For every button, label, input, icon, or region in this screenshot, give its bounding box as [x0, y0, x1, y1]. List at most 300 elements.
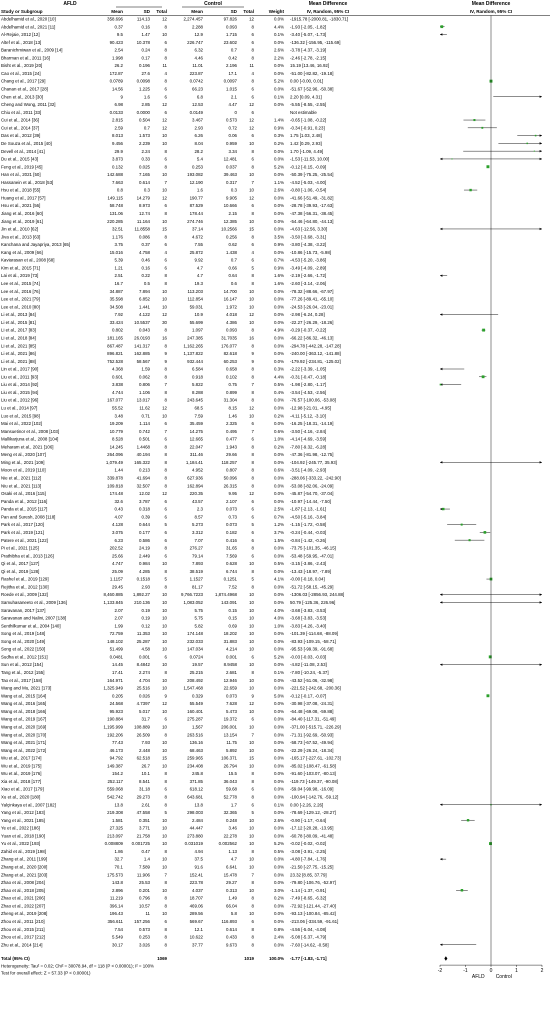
study-name: Jiang et al., 2019 [61]: [1, 218, 43, 224]
md-ci: -53.08 [-82.06, -24.09]: [290, 483, 334, 489]
mean-control: 43.57: [192, 498, 203, 504]
total-afld: 8: [164, 880, 167, 886]
study-name: Luo et al., 2015 [98]: [1, 413, 40, 419]
mean-control: 9,766.7223: [181, 592, 203, 598]
study-name: Liu et al., 2011 [93]: [1, 374, 39, 380]
sd-afld: 25.516: [136, 685, 150, 691]
sd-afld: 40.194: [136, 452, 150, 458]
total-control: 8: [251, 459, 254, 465]
total-control: 9: [251, 358, 254, 364]
mean-control: 174.148: [187, 631, 203, 637]
mean-afld: 24.568: [109, 701, 123, 707]
sd-afld: 0.796: [139, 895, 150, 901]
mean-control: 627.936: [187, 475, 203, 481]
mean-control: 28.2: [194, 148, 203, 154]
total-afld: 10: [162, 646, 167, 652]
weight: 0.0%: [273, 911, 284, 917]
weight: 4.9%: [273, 327, 284, 333]
weight: 1.1%: [273, 179, 284, 185]
total-afld: 8: [164, 459, 167, 465]
sd-control: 0.573: [226, 117, 237, 123]
effect-square: [482, 329, 485, 332]
study-name: Chiu et al., 2011 [33]: [1, 109, 42, 115]
study-name: Li et al., 2021 [88]: [1, 358, 36, 364]
effect-square: [489, 842, 492, 845]
total-afld: 10: [162, 187, 167, 193]
md-ci: -2.19 [-2.66, -1.72]: [290, 273, 327, 279]
mean-afld: 34.508: [109, 304, 123, 310]
md-ci: -83.93 [-109.15, -58.71]: [290, 638, 336, 644]
sd-afld: 0.24: [141, 47, 150, 53]
mean-control: 152.41: [189, 872, 203, 878]
sd-afld: 0.504: [139, 117, 150, 123]
study-row: [1, 281, 326, 286]
ci-arrow-left: [440, 601, 442, 603]
mean-afld: 1.44: [114, 467, 123, 473]
study-row: [1, 24, 326, 29]
ci-arrow-left: [440, 803, 442, 805]
sd-afld: 0.001725: [131, 841, 150, 847]
study-row: [1, 164, 326, 169]
total-afld: 12: [162, 701, 167, 707]
mean-afld: 9: [120, 94, 123, 100]
mean-control: 263.516: [187, 732, 203, 738]
mean-control: 10.622: [189, 934, 203, 940]
study-name: Lee et al., 2016 [76]: [1, 288, 40, 294]
sd-afld: 0.1518: [136, 576, 150, 582]
total-afld: 12: [162, 491, 167, 497]
study-name: Kim et al., 2015 [71]: [1, 265, 41, 271]
mean-afld: 29.45: [112, 584, 123, 590]
mean-control: 55.699: [189, 319, 203, 325]
total-control: 6: [251, 537, 254, 543]
total-control: 8: [251, 281, 254, 287]
study-name: Moon et al., 2019 [110]: [1, 467, 46, 473]
mean-control: 6.32: [194, 47, 203, 53]
md-ci: -71.31 [-92.69, -50.93]: [290, 732, 334, 738]
ci-arrow-right: [540, 134, 542, 136]
sd-afld: 0.001: [139, 654, 150, 660]
mean-control: 274.746: [187, 218, 203, 224]
md-ci: -100.94 [-142.76, -59.12]: [290, 794, 339, 800]
mean-control: 226.747: [187, 39, 203, 45]
mean-control: 81.17: [192, 584, 203, 590]
mean-control: 5.75: [194, 615, 203, 621]
sd-control: 1.438: [226, 249, 237, 255]
weight: 0.0%: [273, 218, 284, 224]
total-control: 8: [251, 374, 254, 380]
total-control: 7: [251, 732, 254, 738]
sd-afld: 2.61: [141, 802, 150, 808]
header-md: Mean Difference: [308, 1, 348, 7]
weight: 0.0%: [273, 732, 284, 738]
weight: 0.0%: [273, 825, 284, 831]
weight: 0.0%: [273, 584, 284, 590]
study-row: [1, 157, 329, 162]
study-row: [1, 787, 333, 792]
mean-afld: 7.92: [114, 312, 123, 318]
mean-afld: 5.549: [112, 934, 123, 940]
effect-square: [440, 384, 442, 386]
sd-control: 3.46: [228, 825, 237, 831]
total-afld: 7: [164, 428, 167, 434]
study-name: Nie et al., 2021 [112]: [1, 475, 42, 481]
mean-control: 147.034: [187, 646, 203, 652]
md-ci: -51.72 [-58.15, -45.29]: [290, 584, 334, 590]
total-afld: 6: [164, 257, 167, 263]
md-ci: -95.53 [-99.39, -91.68]: [290, 646, 334, 652]
mean-afld: 16.7: [114, 281, 123, 287]
sd-afld: 6.852: [139, 296, 150, 302]
mean-afld: 154.2: [112, 771, 123, 777]
sd-control: 9.673: [226, 942, 237, 948]
sd-control: 0.037: [226, 164, 237, 170]
study-row: [1, 55, 326, 60]
sd-control: 0.73: [228, 514, 237, 520]
study-row: [1, 110, 317, 115]
sd-control: 0.256: [226, 234, 237, 240]
mean-afld: 29.9: [114, 148, 123, 154]
mean-control: 5.75: [194, 607, 203, 613]
total-control: 8: [251, 880, 254, 886]
md-ci: -0.12 [-0.15, -0.09]: [290, 164, 327, 170]
weight: 0.0%: [273, 421, 284, 427]
study-row: [1, 826, 333, 831]
mean-control: 4.46: [194, 55, 203, 61]
study-row: [1, 343, 341, 348]
mean-afld: 14.45: [112, 662, 123, 668]
md-ci: -53.48 [-59.95, -47.01]: [290, 553, 334, 559]
md-ci: -5.08 [-5.37, -4.79]: [290, 934, 327, 940]
total-afld: 4: [164, 70, 167, 76]
study-name: Wang et al., 2019 [167]: [1, 716, 47, 722]
mean-control: 0.031019: [184, 841, 203, 847]
study-row: [1, 297, 333, 302]
mean-control: 5.273: [192, 522, 203, 528]
total-control: 6: [251, 203, 254, 209]
study-row: [1, 367, 326, 372]
sd-afld: 2.93: [141, 584, 150, 590]
sd-afld: 0.0098: [136, 78, 150, 84]
md-ci: -10.97 [-14.44, -7.50]: [290, 498, 332, 504]
md-ci: 1.70 [-1.09, 4.49]: [290, 148, 324, 154]
sd-control: 12.481: [223, 156, 237, 162]
total-afld: 10: [162, 304, 167, 310]
sd-control: 0.42: [228, 55, 237, 61]
study-name: Qi et al., 2019 [128]: [1, 568, 40, 574]
md-ci: -3.68 [-3.83, -3.53]: [290, 615, 327, 621]
sd-afld: 0.984: [139, 561, 150, 567]
effect-square: [469, 539, 471, 541]
sd-control: 60.253: [223, 358, 237, 364]
weight: 0.5%: [273, 561, 284, 567]
weight: 0.0%: [273, 211, 284, 216]
total-afld: 12: [162, 102, 167, 108]
sd-afld: 11: [145, 911, 150, 917]
sd-control: 66.04: [226, 903, 237, 909]
sd-control: 0.66: [228, 265, 237, 271]
mean-afld: 94.792: [109, 755, 123, 761]
mean-control: 371.85: [189, 778, 203, 784]
study-name: Sudha et al., 2012 [151]: [1, 654, 48, 660]
mean-afld: 2.896: [112, 887, 123, 893]
mean-control: 273.880: [187, 833, 203, 839]
study-name: Yu et al., 2022 [193]: [1, 841, 41, 847]
mean-control: 2.3: [196, 506, 203, 512]
mean-afld: 3.48: [114, 413, 123, 419]
mean-control: 4.037: [192, 887, 203, 893]
total-control: 10: [249, 623, 254, 629]
mean-control: 7.893: [192, 561, 203, 567]
sd-afld: 5.017: [139, 708, 150, 714]
sd-control: 22.278: [223, 833, 237, 839]
ci-arrow-left: [440, 274, 442, 276]
mean-control: 7.59: [194, 413, 203, 419]
total-control: 8: [251, 778, 254, 784]
md-ci: -0.90 [-1.17, -0.64]: [290, 817, 327, 823]
sd-control: 2.325: [226, 421, 237, 427]
weight: 5.2%: [273, 841, 284, 847]
total-control: 10: [249, 856, 254, 862]
mean-afld: 9.456: [112, 140, 123, 146]
mean-afld: 4.747: [112, 561, 123, 567]
mean-control: 1.6: [196, 187, 203, 193]
md-ci: -371.00 [-515.71, -226.29]: [290, 724, 341, 730]
study-name: Patere et al., 2021 [122]: [1, 537, 48, 543]
mean-afld: 1.1157: [109, 576, 123, 582]
md-ci: -0.65 [-1.08, -0.22]: [290, 117, 327, 123]
total-afld: 8: [164, 24, 167, 30]
sd-afld: 0.47: [141, 848, 150, 854]
study-row: [1, 880, 336, 885]
total-control: 6: [251, 918, 254, 924]
sd-control: 0.248: [226, 817, 237, 823]
study-name: Zhao et al., 2008 [204]: [1, 880, 45, 886]
total-control: 8: [251, 78, 254, 84]
sd-afld: 0.043: [139, 327, 150, 333]
study-name: Yuan et al., 2018 [190]: [1, 833, 45, 839]
md-ci: -213.06 [-334.59, -91.61]: [290, 918, 339, 924]
tick-label: 0: [489, 968, 493, 975]
total-afld: 4: [164, 249, 167, 255]
ci-arrow-right: [540, 803, 542, 805]
sd-afld: 141.317: [134, 343, 150, 349]
mean-afld: 1.21: [114, 265, 123, 271]
study-row: [1, 219, 333, 224]
total-control: 10: [249, 600, 254, 605]
study-name: Niu et al., 2021 [113]: [1, 483, 42, 489]
study-name: Wang and Mu, 2021 [173]: [1, 685, 52, 691]
weight: 0.7%: [273, 514, 284, 520]
total-control: 10: [249, 172, 254, 178]
mean-afld: 219.308: [107, 810, 123, 816]
total-control: 6: [251, 257, 254, 263]
study-name: Saravanan, 2017 [137]: [1, 607, 46, 613]
study-row: [1, 756, 341, 761]
study-name: Al-Rejaie, 2012 [12]: [1, 32, 40, 38]
total-control: 8: [251, 343, 254, 349]
total-afld: 12: [162, 405, 167, 411]
study-name: Zahid et al., 2019 [198]: [1, 848, 46, 854]
total-control: 8: [251, 771, 254, 777]
md-ci: -221.52 [-242.68, -200.36]: [290, 685, 341, 691]
study-name: Wu et al., 2019 [175]: [1, 763, 42, 769]
sd-afld: 0.253: [139, 934, 150, 940]
mean-afld: 0.8: [116, 187, 123, 193]
total-afld: 10: [162, 32, 167, 38]
mean-control: 11.01: [192, 63, 203, 69]
md-ci: -59.04 [-99.98, -16.09]: [290, 786, 334, 792]
total-afld: 10: [162, 685, 167, 691]
study-row: [1, 328, 326, 333]
weight: 0.2%: [273, 444, 284, 450]
weight: 2.2%: [273, 55, 284, 61]
mean-control: 12.665: [189, 436, 203, 442]
mean-control: 3.312: [192, 529, 203, 535]
weight: 5.0%: [273, 693, 284, 699]
sd-afld: 58.567: [136, 358, 150, 364]
mean-afld: 131.06: [109, 211, 123, 216]
weight: 2.6%: [273, 187, 284, 193]
mean-control: 91.6: [194, 864, 203, 870]
total-afld: 10: [162, 631, 167, 637]
md-ci: -294.78 [-442.28, -147.28]: [290, 343, 341, 349]
total-afld: 8: [164, 164, 167, 170]
md-ci: -0.80 [-1.06, -0.54]: [290, 187, 327, 193]
mean-control: 0.329: [192, 693, 203, 699]
total-afld: 6: [164, 716, 167, 722]
study-name: Zhou et al., 2011 [210]: [1, 918, 45, 924]
total-control: 5: [251, 576, 254, 582]
weight: 0.0%: [273, 833, 284, 839]
mean-control: 68.5: [194, 405, 203, 411]
total-control: 6: [251, 436, 254, 442]
sd-afld: 0.17: [141, 55, 150, 61]
effect-square: [489, 655, 492, 658]
study-row: [1, 94, 322, 99]
effect-square: [473, 119, 475, 121]
mean-afld: 55.52: [112, 405, 123, 411]
weight: 0.1%: [273, 32, 284, 38]
total-control: 8: [251, 148, 254, 154]
mean-afld: 51.499: [109, 646, 123, 652]
weight: 0.0%: [273, 872, 284, 878]
sd-afld: 0.37: [141, 242, 150, 248]
weight: 3.0%: [273, 887, 284, 893]
md-ci: 15.19 [13.46, 16.92]: [290, 63, 330, 69]
total-control: 10: [249, 708, 254, 714]
sd-control: 0.317: [226, 179, 237, 185]
sd-control: 0.073: [226, 506, 237, 512]
total-control: 10: [249, 887, 254, 893]
sd-control: 0.7: [230, 257, 237, 263]
total-control: 6: [251, 654, 254, 660]
total-control: 10: [249, 740, 254, 746]
study-row: [1, 849, 326, 854]
sd-afld: 25.287: [136, 638, 150, 644]
total-control: 6: [251, 242, 254, 248]
md-ci: 0.00 [-2.26, 2.26]: [290, 802, 324, 808]
study-row: [1, 234, 326, 239]
sd-control: 9.95: [228, 491, 237, 497]
study-name: Zhang et al., 2020 [200]: [1, 864, 48, 870]
sd-afld: 0.7: [143, 125, 150, 131]
md-ci: -58.73 [-67.52, -49.94]: [290, 740, 334, 746]
weight: 0.0%: [273, 747, 284, 753]
mean-afld: 164.971: [107, 677, 123, 683]
mean-afld: 559.068: [107, 786, 123, 792]
mean-control: 1.097: [192, 327, 203, 333]
sd-afld: 4.7397: [136, 701, 150, 707]
total-afld: 8: [164, 778, 167, 784]
sd-afld: 0.501: [139, 436, 150, 442]
mean-control: 223.78: [189, 880, 203, 886]
mean-control: 55.549: [189, 701, 203, 707]
sd-control: 15.5: [228, 771, 237, 777]
mean-control: 1,162.265: [183, 343, 203, 349]
sd-control: 0.6: [230, 281, 237, 287]
md-ci: -3.50 [-3.68, -3.31]: [290, 234, 327, 240]
total-control: 6: [251, 786, 254, 792]
sd-control: 31.65: [226, 545, 237, 551]
total-control: 6: [251, 109, 254, 115]
sd-control: 29.27: [226, 880, 237, 886]
mean-afld: 339.878: [107, 475, 123, 481]
ci-arrow-left: [440, 944, 442, 946]
study-name: Huang et al., 2017 [57]: [1, 195, 46, 201]
md-ci: -60.78 [-80.09, -41.48]: [290, 833, 334, 839]
study-row: [1, 359, 341, 364]
md-ci: -165.17 [-227.61, -102.73]: [290, 755, 341, 761]
total-control: 10: [249, 677, 254, 683]
total-control: 7: [251, 872, 254, 878]
md-ci: -4.80 [-7.84, -1.76]: [290, 856, 327, 862]
md-ci: -10.86 [-15.73, -5.98]: [290, 249, 332, 255]
study-row: [1, 857, 326, 862]
mean-control: 25.215: [189, 670, 203, 676]
weight: 0.0%: [273, 475, 284, 481]
ci-arrow-right: [540, 228, 542, 230]
total-afld: 10: [162, 708, 167, 714]
md-ci: -3.50 [-4.16, -2.84]: [290, 428, 327, 434]
mean-afld: 30.17: [112, 942, 123, 948]
mean-control: 220.35: [189, 491, 203, 497]
total-afld: 8: [164, 771, 167, 777]
study-row: [1, 639, 336, 644]
study-name: Bharman et al., 2011 [16]: [1, 55, 50, 61]
total-control: 8: [251, 670, 254, 676]
effect-square: [535, 135, 537, 137]
mean-afld: 896.821: [107, 351, 123, 357]
header-sd-1: SD: [143, 9, 150, 14]
mean-afld: 1.998: [112, 55, 123, 61]
mean-control: 25.872: [189, 249, 203, 255]
effect-square: [461, 889, 463, 891]
total-afld: 10: [162, 218, 167, 224]
mean-afld: 0.0481: [109, 654, 123, 660]
heterogeneity-note: Heterogeneity: Tau² = 0.02; Chi² = 30078.94, df = 118 (P < 0.00001); I² = 100%: [1, 963, 154, 969]
study-row: [1, 546, 336, 551]
mean-afld: 172.87: [109, 70, 123, 76]
sd-control: 0.3: [230, 187, 237, 193]
header-plot-title: Mean Difference: [471, 1, 511, 7]
weight: 1.5%: [273, 537, 284, 543]
mean-control: 1,083.052: [183, 600, 203, 605]
mean-afld: 109.818: [107, 483, 123, 489]
sd-afld: 0.19: [141, 607, 150, 613]
study-name: Baranichmiwan et al., 2009 [14]: [1, 47, 63, 53]
md-ci: -1.15 [-1.72, -0.58]: [290, 522, 327, 528]
